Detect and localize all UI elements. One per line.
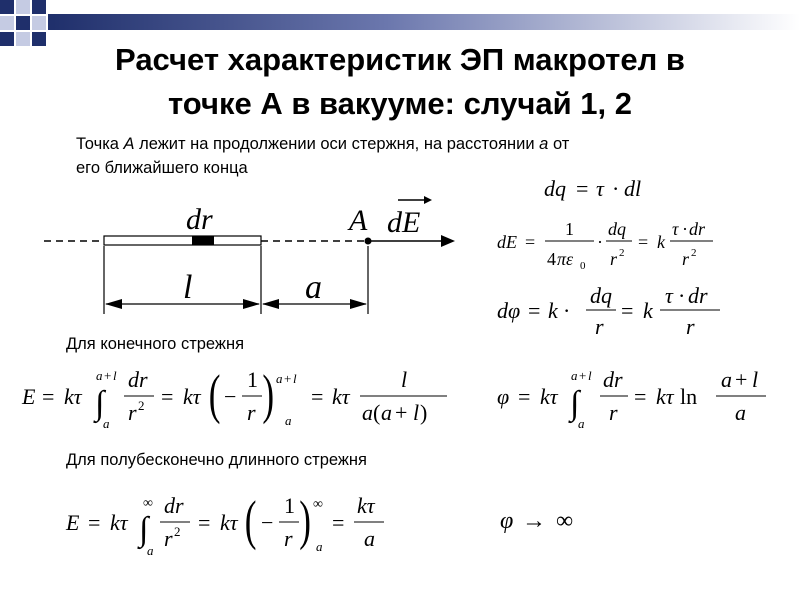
svg-text:r: r bbox=[682, 249, 690, 269]
svg-text:kτ: kτ bbox=[357, 493, 375, 518]
svg-text:−: − bbox=[224, 384, 237, 409]
formula-dq bbox=[544, 176, 641, 201]
svg-text:2: 2 bbox=[691, 247, 697, 259]
svg-text:τ: τ bbox=[596, 176, 604, 201]
svg-text:dl: dl bbox=[624, 176, 642, 201]
svg-text:∞: ∞ bbox=[313, 497, 323, 512]
svg-text:l: l bbox=[413, 400, 420, 425]
svg-text:r: r bbox=[595, 314, 604, 339]
svg-text:): ) bbox=[420, 400, 428, 425]
svg-text:l: l bbox=[113, 368, 117, 383]
svg-text:∫: ∫ bbox=[570, 385, 580, 422]
svg-text:ln: ln bbox=[680, 384, 698, 409]
svg-text:dr: dr bbox=[688, 283, 708, 308]
distance-label: a bbox=[305, 269, 322, 306]
svg-text:=: = bbox=[634, 384, 647, 409]
svg-text:kτ: kτ bbox=[540, 384, 558, 409]
svg-text:dr: dr bbox=[128, 367, 148, 392]
svg-text:r: r bbox=[686, 314, 695, 339]
svg-text:r: r bbox=[164, 526, 173, 551]
svg-text:dr: dr bbox=[689, 219, 706, 239]
svg-text:=: = bbox=[42, 384, 55, 409]
svg-text:4: 4 bbox=[547, 249, 556, 269]
title-line-1: Расчет характеристик ЭП макротел в bbox=[115, 42, 685, 77]
svg-text:+: + bbox=[579, 368, 587, 383]
svg-text:=: = bbox=[576, 176, 589, 201]
svg-text:a: a bbox=[721, 367, 732, 392]
svg-text:r: r bbox=[284, 526, 293, 551]
svg-text:a: a bbox=[103, 416, 110, 431]
svg-text:kτ: kτ bbox=[220, 510, 238, 535]
svg-text:a: a bbox=[285, 413, 292, 428]
svg-text:+: + bbox=[735, 367, 748, 392]
intro-line-2: его ближайшего конца bbox=[76, 159, 248, 177]
intro-part-3: от bbox=[548, 135, 570, 153]
svg-text:r: r bbox=[128, 400, 137, 425]
svg-text:k: k bbox=[657, 232, 665, 252]
svg-text:a: a bbox=[578, 416, 585, 431]
svg-text:∫: ∫ bbox=[95, 385, 105, 422]
svg-text:πε: πε bbox=[557, 249, 574, 269]
svg-text:·: · bbox=[678, 283, 686, 308]
semi-infinite-rod-label: Для полубесконечно длинного стрежня bbox=[66, 451, 367, 469]
intro-part-1: Точка bbox=[76, 135, 124, 153]
formula-semi-infinite-e bbox=[65, 490, 384, 558]
de-label: dE bbox=[387, 206, 421, 239]
svg-text:=: = bbox=[161, 384, 174, 409]
formula-de bbox=[497, 219, 713, 272]
svg-text:+: + bbox=[104, 368, 112, 383]
svg-text:kτ: kτ bbox=[656, 384, 674, 409]
svg-text:dq: dq bbox=[590, 283, 612, 308]
svg-text:0: 0 bbox=[580, 260, 586, 272]
svg-text:2: 2 bbox=[619, 247, 625, 259]
svg-text:1: 1 bbox=[565, 219, 574, 239]
svg-text:dE: dE bbox=[497, 232, 517, 252]
svg-text:+: + bbox=[284, 371, 292, 386]
svg-text:·: · bbox=[597, 232, 603, 252]
svg-text:2: 2 bbox=[138, 398, 145, 413]
dr-label: dr bbox=[186, 203, 213, 236]
svg-text:a: a bbox=[735, 400, 746, 425]
svg-text:E: E bbox=[22, 384, 36, 409]
svg-text:): ) bbox=[299, 489, 311, 551]
svg-text:a: a bbox=[362, 400, 373, 425]
svg-text:φ: φ bbox=[497, 384, 510, 409]
svg-text:∞: ∞ bbox=[556, 508, 574, 534]
svg-text:(: ( bbox=[373, 400, 381, 425]
svg-text:·: · bbox=[612, 176, 620, 201]
svg-text:=: = bbox=[528, 298, 541, 323]
svg-text:−: − bbox=[261, 510, 274, 535]
svg-text:(: ( bbox=[208, 363, 221, 425]
svg-text:l: l bbox=[401, 367, 408, 392]
svg-text:kτ: kτ bbox=[64, 384, 82, 409]
svg-text:r: r bbox=[610, 249, 618, 269]
svg-text:): ) bbox=[262, 363, 275, 425]
svg-text:=: = bbox=[638, 232, 649, 252]
formula-semi-infinite-phi bbox=[500, 508, 573, 534]
svg-text:a: a bbox=[96, 368, 103, 383]
svg-text:a: a bbox=[147, 543, 154, 558]
svg-text:k: k bbox=[548, 298, 558, 323]
svg-text:·: · bbox=[682, 219, 688, 239]
formula-finite-e bbox=[21, 364, 447, 431]
svg-text:l: l bbox=[588, 368, 592, 383]
svg-text:=: = bbox=[332, 510, 345, 535]
svg-text:a: a bbox=[381, 400, 392, 425]
svg-text:dr: dr bbox=[164, 493, 184, 518]
svg-text:k: k bbox=[643, 298, 653, 323]
intro-point: A bbox=[123, 135, 135, 153]
svg-text:dq: dq bbox=[608, 219, 626, 239]
intro-var: a bbox=[539, 135, 549, 153]
svg-text:φ: φ bbox=[500, 508, 514, 534]
svg-text:+: + bbox=[395, 400, 408, 425]
svg-text:kτ: kτ bbox=[332, 384, 350, 409]
intro-part-2: лежит на продолжении оси стержня, на расстоянии bbox=[134, 135, 540, 153]
svg-text:∞: ∞ bbox=[143, 496, 153, 511]
title-line-2: точке А в вакууме: случай 1, 2 bbox=[168, 86, 632, 121]
svg-text:=: = bbox=[88, 510, 101, 535]
finite-rod-label: Для конечного стрежня bbox=[66, 335, 245, 353]
svg-text:a: a bbox=[364, 526, 375, 551]
svg-text:1: 1 bbox=[284, 493, 295, 518]
length-label: l bbox=[183, 269, 193, 306]
svg-text:r: r bbox=[609, 400, 618, 425]
formula-dphi bbox=[497, 283, 720, 339]
svg-text:=: = bbox=[311, 384, 324, 409]
svg-text:E: E bbox=[66, 510, 80, 535]
svg-text:kτ: kτ bbox=[110, 510, 128, 535]
svg-text:τ: τ bbox=[665, 283, 673, 308]
svg-text:=: = bbox=[525, 232, 536, 252]
svg-text:a: a bbox=[571, 368, 578, 383]
svg-text:2: 2 bbox=[174, 524, 181, 539]
svg-text:∫: ∫ bbox=[139, 511, 149, 548]
svg-text:l: l bbox=[752, 367, 759, 392]
svg-text:a: a bbox=[276, 371, 283, 386]
svg-text:=: = bbox=[621, 298, 634, 323]
svg-text:dq: dq bbox=[544, 176, 566, 201]
svg-text:(: ( bbox=[244, 489, 257, 551]
svg-text:r: r bbox=[247, 400, 256, 425]
point-a-label: A bbox=[349, 204, 368, 237]
svg-text:a: a bbox=[316, 539, 323, 554]
svg-text:=: = bbox=[518, 384, 531, 409]
svg-text:l: l bbox=[293, 371, 297, 386]
svg-text:=: = bbox=[198, 510, 211, 535]
formula-finite-phi bbox=[497, 367, 766, 431]
svg-text:1: 1 bbox=[247, 367, 258, 392]
svg-text:→: → bbox=[522, 508, 546, 534]
svg-text:kτ: kτ bbox=[183, 384, 201, 409]
svg-text:dr: dr bbox=[603, 367, 623, 392]
svg-text:dφ: dφ bbox=[497, 298, 521, 323]
svg-text:·: · bbox=[563, 298, 571, 323]
svg-text:τ: τ bbox=[672, 219, 679, 239]
